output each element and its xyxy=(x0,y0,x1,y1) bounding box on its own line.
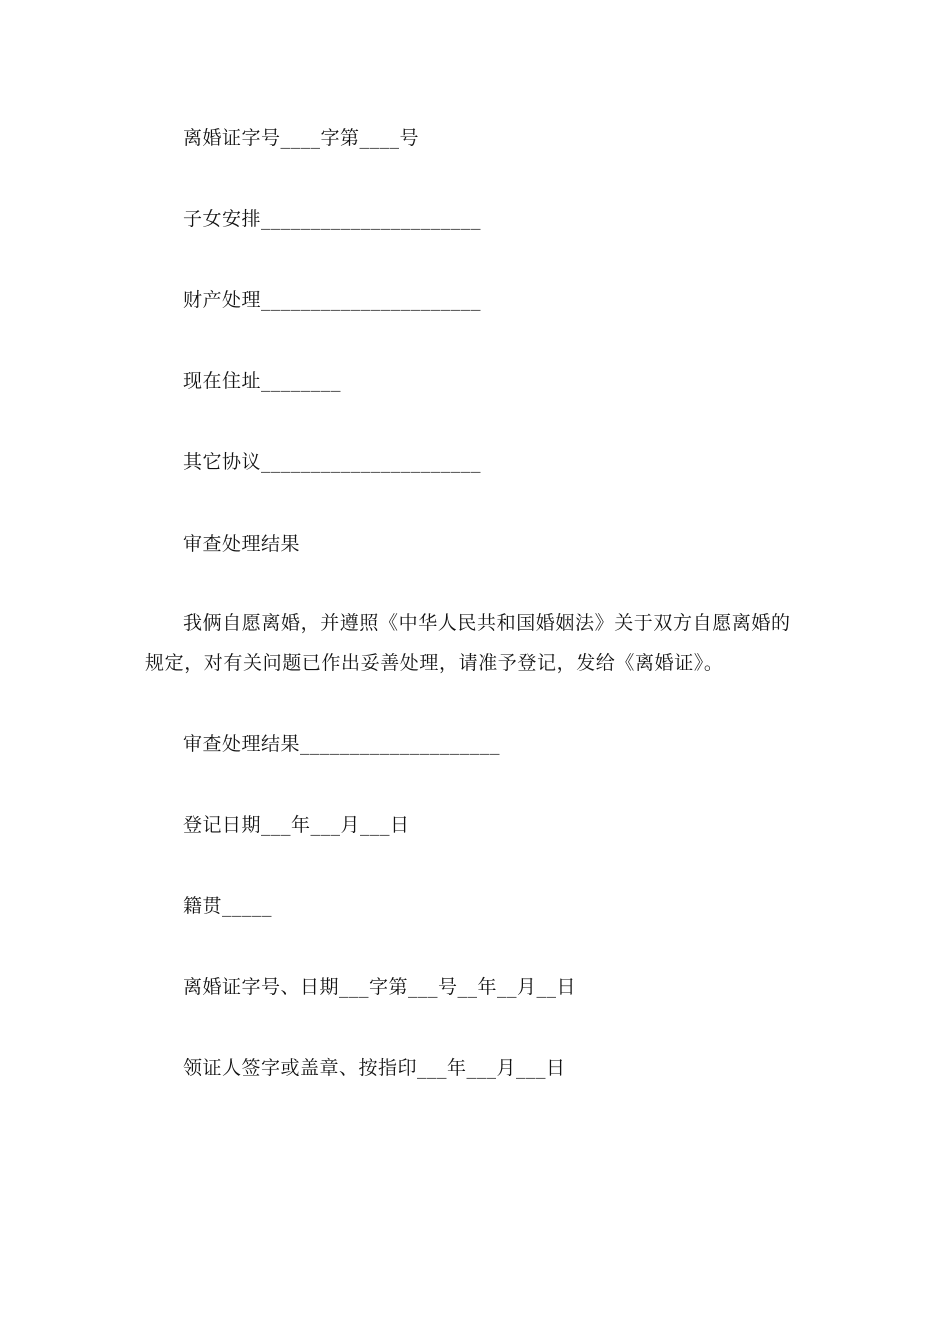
current-address-line: 现在住址________ xyxy=(183,370,342,392)
native-place-line: 籍贯_____ xyxy=(183,895,273,917)
registration-date-line: 登记日期___年___月___日 xyxy=(183,814,410,836)
review-result-line: 审查处理结果____________________ xyxy=(183,733,501,755)
property-handling-line: 财产处理______________________ xyxy=(183,289,482,311)
recipient-signature-line: 领证人签字或盖章、按指印___年___月___日 xyxy=(183,1057,566,1079)
cert-number-date-line: 离婚证字号、日期___字第___号__年__月__日 xyxy=(183,976,577,998)
other-agreement-line: 其它协议______________________ xyxy=(183,451,482,473)
divorce-cert-number-line: 离婚证字号____字第____号 xyxy=(183,127,420,149)
review-result-heading: 审查处理结果 xyxy=(183,533,301,555)
declaration-paragraph: 我俩自愿离婚，并遵照《中华人民共和国婚姻法》关于双方自愿离婚的规定，对有关问题已作出妥善处理，请准予登记，发给《离婚证》。 xyxy=(145,612,791,674)
children-arrangement-line: 子女安排______________________ xyxy=(183,208,482,230)
